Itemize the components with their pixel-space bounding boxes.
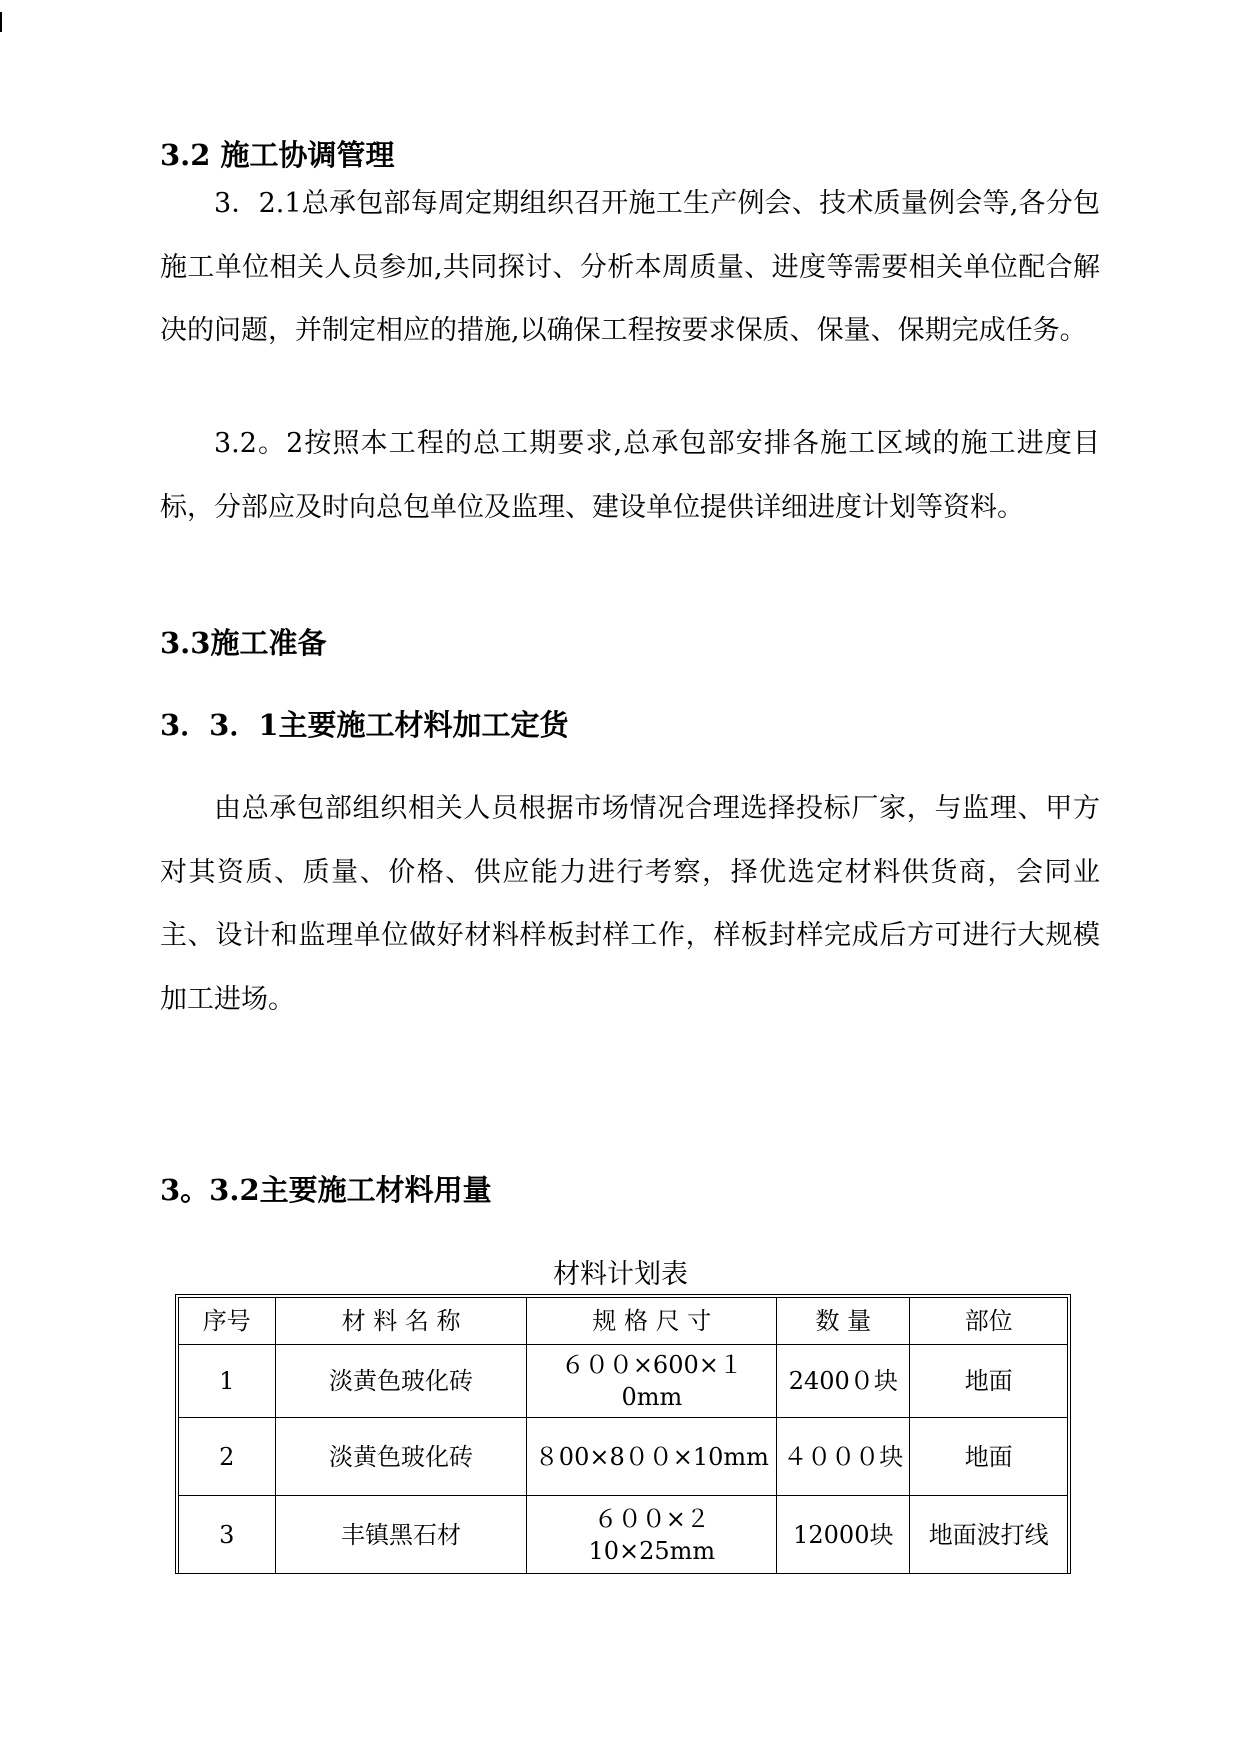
table-cell: 12000块 [777, 1496, 910, 1574]
section-3-3-1-heading: 3．3．1主要施工材料加工定货 [160, 708, 569, 742]
section-3-3-heading: 3.3施工准备 [160, 626, 327, 660]
header-cell: 部位 [910, 1298, 1068, 1345]
table-row [179, 1345, 1068, 1418]
table-cell: 2400０块 [777, 1345, 910, 1418]
table-cell: ８00×8００×10mm [527, 1418, 777, 1496]
table-cell: 2 [179, 1418, 276, 1496]
table-cell: 地面 [910, 1418, 1068, 1496]
table-cell: 淡黄色玻化砖 [275, 1345, 527, 1418]
material-plan-table [175, 1294, 1071, 1574]
header-cell: 规 格 尺 寸 [527, 1298, 777, 1345]
paragraph-3-3-1: 由总承包部组织相关人员根据市场情况合理选择投标厂家，与监理、甲方对其资质、质量、价格、供应能力进行考察，择优选定材料供货商，会同业主、设计和监理单位做好材料样板封样工作，样板封样完成后方可进行大规模加工进场。 [160, 793, 1100, 1015]
table-cell: 丰镇黑石材 [275, 1496, 527, 1574]
section-3-2-heading: 3.2 施工协调管理 [160, 138, 395, 172]
table-cell: 1 [179, 1345, 276, 1418]
table-cell: 地面 [910, 1345, 1068, 1418]
header-cell: 序号 [179, 1298, 276, 1345]
table-caption: 材料计划表 [553, 1259, 688, 1290]
table-row [179, 1496, 1068, 1574]
table-cell: 淡黄色玻化砖 [275, 1418, 527, 1496]
header-cell: 数 量 [777, 1298, 910, 1345]
table-cell: ６００×600×１0mm [527, 1345, 777, 1418]
edge-mark [0, 12, 2, 32]
header-cell: 材 料 名 称 [275, 1298, 527, 1345]
table-header-row [179, 1298, 1068, 1345]
paragraph-3-2-1: 3．2.1总承包部每周定期组织召开施工生产例会、技术质量例会等,各分包施工单位相关人员参加,共同探讨、分析本周质量、进度等需要相关单位配合解决的问题，并制定相应的措施,以确保工程按要求保质、保量、保期完成任务。 [160, 188, 1100, 346]
table-row [179, 1418, 1068, 1496]
section-3-3-2-heading: 3。3.2主要施工材料用量 [160, 1173, 492, 1207]
table-cell: ４０００块 [777, 1418, 910, 1496]
table-cell: ６００×２10×25mm [527, 1496, 777, 1574]
paragraph-3-2-2: 3.2。2按照本工程的总工期要求,总承包部安排各施工区域的施工进度目标，分部应及时向总包单位及监理、建设单位提供详细进度计划等资料。 [160, 428, 1100, 523]
table-cell: 3 [179, 1496, 276, 1574]
table-cell: 地面波打线 [910, 1496, 1068, 1574]
